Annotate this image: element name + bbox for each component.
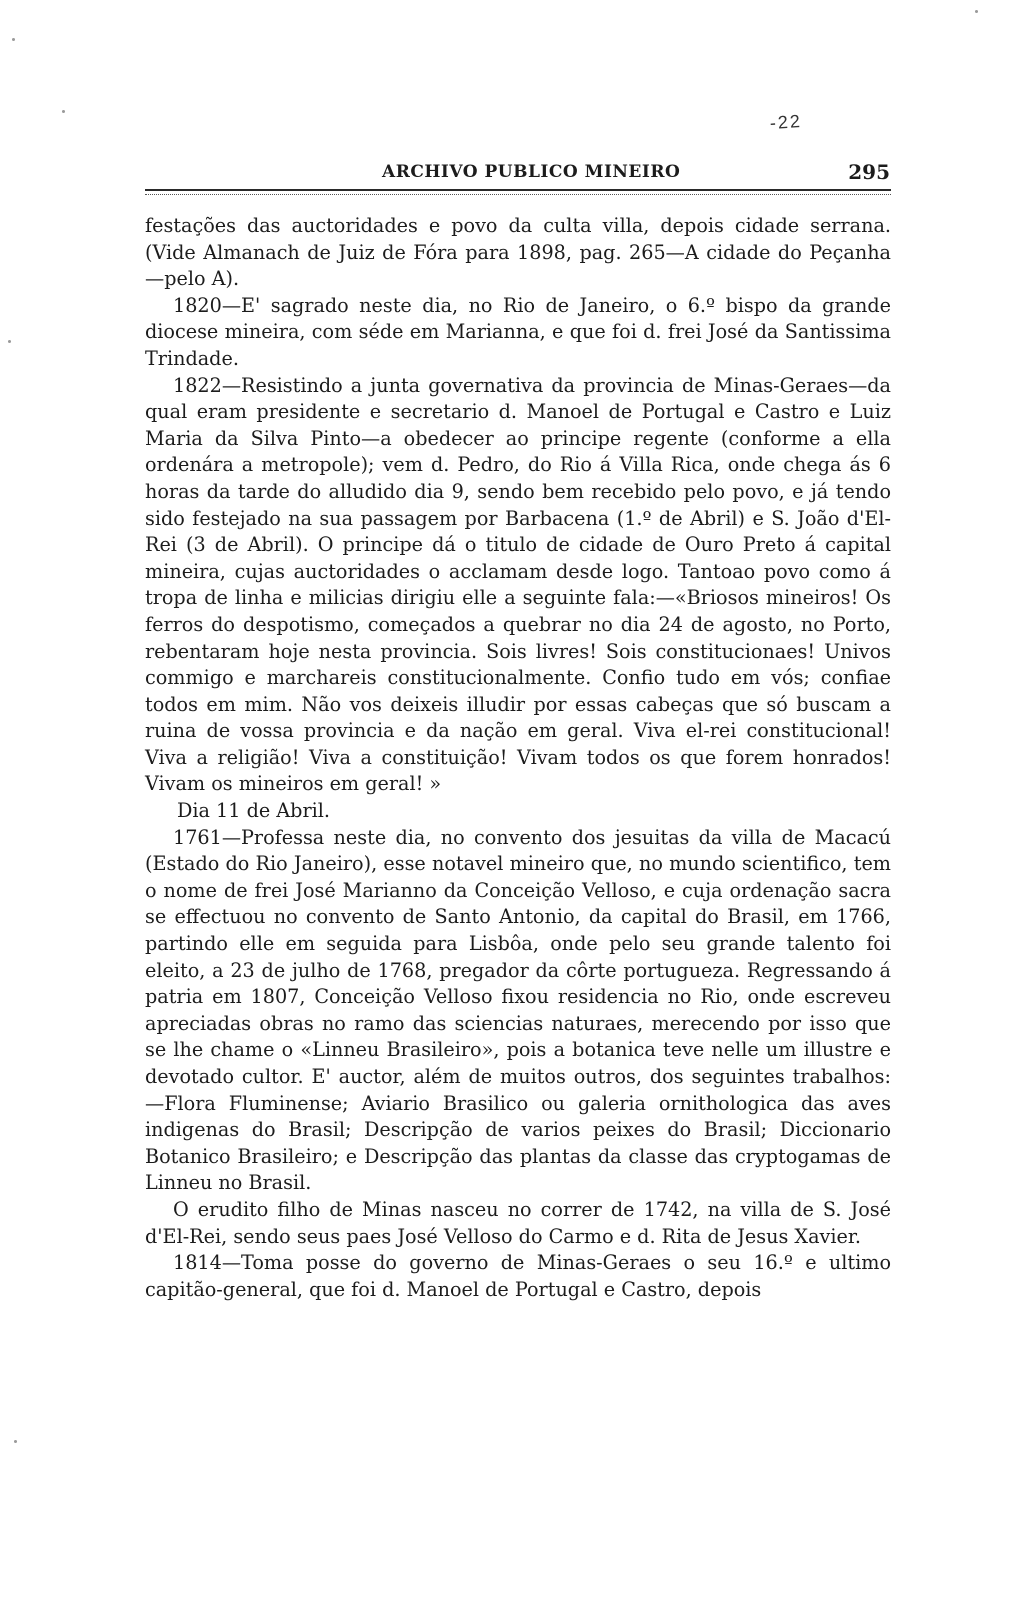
header-rule xyxy=(145,189,891,195)
paragraph-continuation: festações das auctoridades e povo da culta villa, depois cidade serrana. (Vide Almanach de Juiz de Fóra para 1898, pag. 265—A cidade do Peçanha—pelo A). xyxy=(145,214,891,291)
scan-speck xyxy=(14,1440,17,1443)
page-body xyxy=(145,213,891,1303)
paragraph-1822: 1822—Resistindo a junta governativa da provincia de Minas-Geraes—da qual eram presidente e secretario d. Manoel de Portugal e Castro e Luiz Maria da Silva Pinto—a obedecer ao principe regente (conforme a ella ordenára a metropole); vem d. Pedro, do Rio á Villa Rica, onde chega ás 6 horas da tarde do alludido dia 9, sendo bem recebido pelo povo, e já tendo sido festejado na sua passagem por Barbacena (1.º de Abril) e S. João d'El-Rei (3 de Abril). O principe dá o titulo de cidade de Ouro Preto á capital mineira, cujas auctoridades o acclamam desde logo. Tantoao povo como á tropa de linha e milicias dirigiu elle a seguinte fala:—«Briosos mineiros! Os ferros do despotismo, começados a quebrar no dia 24 de agosto, no Porto, rebentaram hoje nesta provincia. Sois livres! Sois constitucionaes! Univos commigo e marchareis constitucionalmente. Confio tudo em vós; confiae todos em mim. Não vos deixeis illudir por essas cabeças que só buscam a ruina de vossa provincia e da nação em geral. Viva el-rei constitucional! Viva a religião! Viva a constituição! Vivam todos os que forem honrados! Vivam os mineiros em geral! » xyxy=(145,373,891,796)
paragraph-birth: O erudito filho de Minas nasceu no correr de 1742, na villa de S. José d'El-Rei, sendo seus paes José Velloso do Carmo e d. Rita de Jesus Xavier. xyxy=(145,1197,891,1248)
dateline: Dia 11 de Abril. xyxy=(177,799,330,823)
scan-speck xyxy=(62,110,65,113)
scan-speck xyxy=(8,340,11,343)
paragraph-1761: 1761—Professa neste dia, no convento dos jesuitas da villa de Macacú (Estado do Rio Janeiro), esse notavel mineiro que, no mundo scientifico, tem o nome de frei José Marianno da Conceição Velloso, e cuja ordenação sacra se effectuou no convento de Santo Antonio, da capital do Brasil, em 1766, partindo elle em seguida para Lisbôa, onde pelo seu grande talento foi eleito, a 23 de julho de 1768, pregador da côrte portugueza. Regressando á patria em 1807, Conceição Velloso fixou residencia no Rio, onde escreveu apreciadas obras no ramo das sciencias naturaes, merecendo por isso que se lhe chame o «Linneu Brasileiro», pois a botanica teve nelle um illustre e devotado cultor. E' auctor, além de muitos outros, dos seguintes trabalhos:—Flora Fluminense; Aviario Brasilico ou galeria ornithologica das aves indigenas do Brasil; Descripção de varios peixes do Brasil; Diccionario Botanico Brasileiro; e Descripção das plantas da classe das cryptogamas de Linneu no Brasil. xyxy=(145,825,891,1195)
scan-speck xyxy=(975,10,978,13)
page-header xyxy=(140,160,890,190)
scan-speck xyxy=(12,38,15,41)
corner-pencil-mark: -22 xyxy=(769,110,803,134)
paragraph-1820: 1820—E' sagrado neste dia, no Rio de Janeiro, o 6.º bispo da grande diocese mineira, com séde em Marianna, e que foi d. frei José da Santissima Trindade. xyxy=(145,293,891,370)
running-head: ARCHIVO PUBLICO MINEIRO xyxy=(382,162,681,182)
paragraph-1814: 1814—Toma posse do governo de Minas-Geraes o seu 16.º e ultimo capitão-general, que foi d. Manoel de Portugal e Castro, depois xyxy=(145,1251,891,1301)
page-number: 295 xyxy=(848,160,890,184)
